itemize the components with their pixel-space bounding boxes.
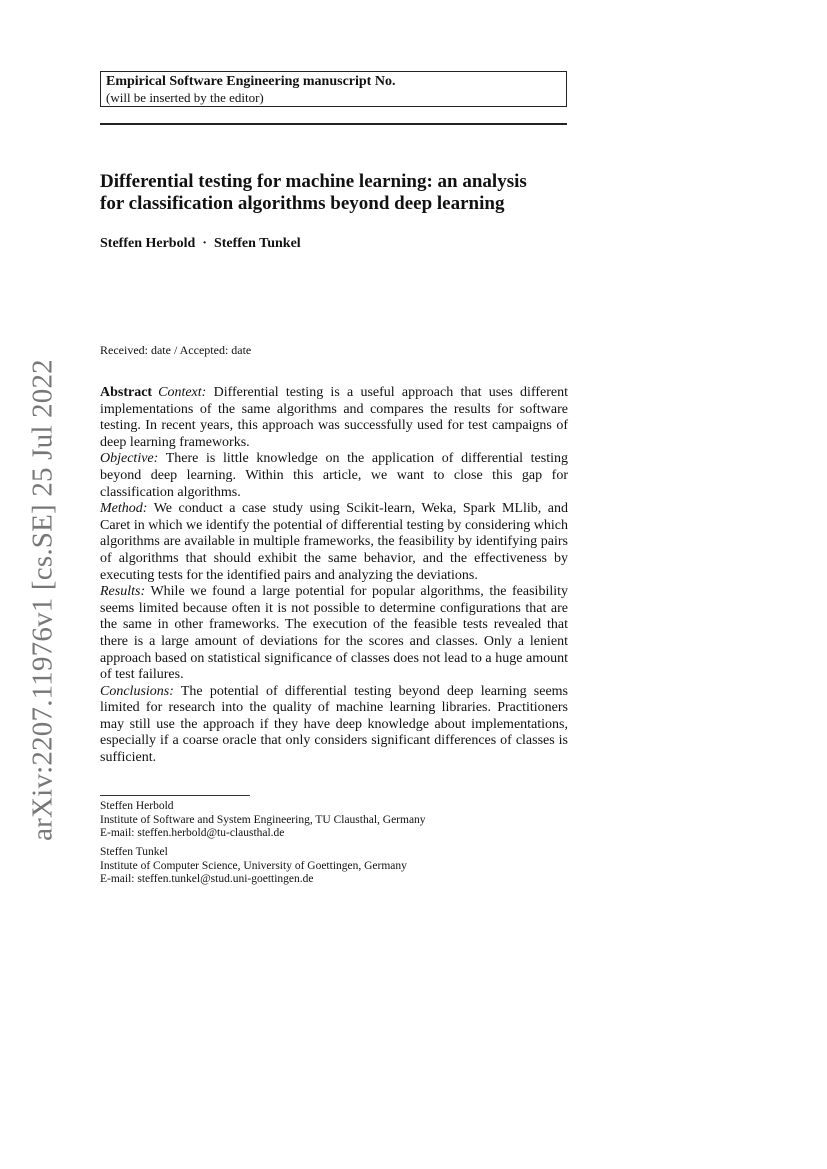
abstract-results: [100, 584, 568, 684]
abstract-conclusions: [100, 684, 568, 767]
footnote-rule: [100, 795, 250, 796]
abstract: [100, 385, 568, 767]
results-text: While we found a large potential for popular algorithms, the feasibility seems limited because often it is not possible to determine configurations that are the same in other frameworks. The execution of the feasible tests revealed that there is a large amount of deviations for the scores and classes. Only a lenient approach based on statistical significance of classes does not lead to a huge amount of test failures.: [100, 584, 569, 683]
method-text: We conduct a case study using Scikit-learn, Weka, Spark MLlib, and Caret in which we identify the potential of differential testing by considering which algorithms are available in multiple frameworks, the feasibility by identifying pairs of algorithms that should exhibit the same behavior, and the effectiveness by executing tests for the identified pairs and analyzing the deviations.: [100, 501, 568, 583]
arxiv-identifier: arXiv:2207.11976v1 [cs.SE] 25 Jul 2022: [26, 359, 59, 841]
affiliation: [100, 846, 407, 887]
title-line-1: Differential testing for machine learning: an analysis: [100, 171, 527, 192]
conclusions-label: Conclusions:: [100, 683, 174, 699]
affiliation-email: E-mail: steffen.tunkel@stud.uni-goettingen.de: [100, 873, 314, 886]
title-line-2: for classification algorithms beyond deep learning: [100, 193, 505, 214]
received-date: Received: date / Accepted: date: [100, 343, 252, 357]
objective-label: Objective:: [100, 451, 159, 467]
journal-name: Empirical Software Engineering manuscript No.: [106, 74, 396, 89]
results-label: Results:: [100, 584, 146, 600]
context-label: Context:: [158, 385, 207, 400]
manuscript-header-box: [100, 71, 567, 107]
author-list: [100, 236, 301, 252]
context-text: Differential testing is a useful approach that uses different implementations of the same algorithms and compares the results for software testing. In recent years, this approach was successfully used for test campaigns of deep learning frameworks.: [100, 385, 568, 450]
arxiv-stamp: [26, 350, 59, 850]
paper-title: [100, 171, 580, 215]
author-name: Steffen Tunkel: [213, 236, 301, 251]
affiliation-institute: Institute of Software and System Engineering, TU Clausthal, Germany: [100, 813, 426, 826]
abstract-objective: [100, 451, 568, 501]
editor-note: (will be inserted by the editor): [106, 90, 264, 105]
affiliation-name: Steffen Herbold: [100, 800, 174, 812]
affiliation-email: E-mail: steffen.herbold@tu-clausthal.de: [100, 827, 285, 840]
method-label: Method:: [100, 501, 148, 517]
affiliation-institute: Institute of Computer Science, University of Goettingen, Germany: [100, 859, 407, 872]
abstract-method: [100, 501, 568, 584]
abstract-context: [100, 385, 568, 451]
author-name: Steffen Herbold: [100, 236, 196, 251]
affiliation-name: Steffen Tunkel: [100, 846, 168, 858]
abstract-heading: Abstract: [100, 385, 153, 400]
header-rule: [100, 123, 567, 125]
author-separator: ·: [202, 236, 207, 251]
affiliation: [100, 800, 426, 841]
conclusions-text: The potential of differential testing beyond deep learning seems limited for research into the quality of machine learning libraries. Practitioners may still use the approach if they have deep knowledge about implementations, especially if a coarse oracle that only considers significant differences of classes is sufficient.: [100, 683, 568, 766]
objective-text: There is little knowledge on the application of differential testing beyond deep learning. Within this article, we want to close this gap for classification algorithms.: [100, 451, 568, 500]
